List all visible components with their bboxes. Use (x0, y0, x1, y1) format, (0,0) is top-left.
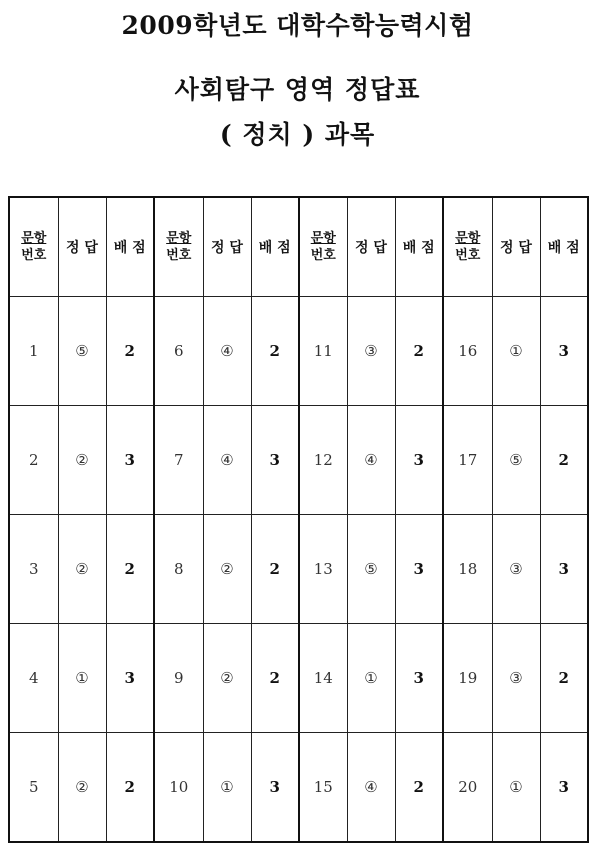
points-value: 2 (251, 624, 299, 733)
points-value: 3 (540, 297, 588, 406)
answer-value: ⑤ (492, 406, 540, 515)
points-value: 3 (395, 406, 443, 515)
exam-title: 2009학년도 대학수학능력시험 (121, 11, 474, 40)
table-header-row (9, 197, 588, 297)
question-number: 14 (299, 624, 347, 733)
header-question-number: 문항 번호 (299, 197, 347, 297)
answer-table (8, 196, 589, 843)
question-number: 9 (154, 624, 203, 733)
question-number: 10 (154, 733, 203, 843)
answer-value: ② (203, 624, 251, 733)
answer-value: ① (58, 624, 106, 733)
answer-value: ④ (203, 406, 251, 515)
points-value: 3 (251, 733, 299, 843)
answer-value: ③ (492, 515, 540, 624)
answer-value: ⑤ (347, 515, 395, 624)
answer-value: ③ (492, 624, 540, 733)
question-number: 1 (9, 297, 58, 406)
answer-value: ② (58, 406, 106, 515)
header-question-number: 문항 번호 (9, 197, 58, 297)
points-value: 2 (540, 624, 588, 733)
header-points: 배 점 (540, 197, 588, 297)
question-number: 3 (9, 515, 58, 624)
header-answer: 정 답 (203, 197, 251, 297)
points-value: 2 (106, 297, 154, 406)
answer-value: ③ (347, 297, 395, 406)
points-value: 3 (106, 406, 154, 515)
points-value: 2 (395, 733, 443, 843)
header-points: 배 점 (251, 197, 299, 297)
subject-title: ( 정치 ) 과목 (219, 120, 376, 149)
question-number: 7 (154, 406, 203, 515)
points-value: 2 (251, 515, 299, 624)
question-number: 11 (299, 297, 347, 406)
points-value: 3 (251, 406, 299, 515)
question-number: 6 (154, 297, 203, 406)
answer-value: ② (203, 515, 251, 624)
answer-value: ① (492, 733, 540, 843)
points-value: 2 (106, 733, 154, 843)
question-number: 8 (154, 515, 203, 624)
answer-value: ① (203, 733, 251, 843)
points-value: 2 (540, 406, 588, 515)
answer-value: ⑤ (58, 297, 106, 406)
header-answer: 정 답 (347, 197, 395, 297)
header-answer: 정 답 (492, 197, 540, 297)
question-number: 18 (443, 515, 492, 624)
table-row (9, 297, 588, 406)
points-value: 3 (395, 515, 443, 624)
points-value: 3 (540, 515, 588, 624)
answer-value: ② (58, 515, 106, 624)
answer-value: ④ (347, 733, 395, 843)
question-number: 19 (443, 624, 492, 733)
answer-value: ② (58, 733, 106, 843)
points-value: 2 (251, 297, 299, 406)
table-row (9, 733, 588, 843)
question-number: 20 (443, 733, 492, 843)
question-number: 2 (9, 406, 58, 515)
question-number: 15 (299, 733, 347, 843)
table-row (9, 624, 588, 733)
points-value: 3 (106, 624, 154, 733)
points-value: 2 (106, 515, 154, 624)
question-number: 12 (299, 406, 347, 515)
header-points: 배 점 (395, 197, 443, 297)
question-number: 13 (299, 515, 347, 624)
answer-sheet-title: 사회탐구 영역 정답표 (174, 75, 421, 104)
answer-value: ① (492, 297, 540, 406)
answer-value: ④ (347, 406, 395, 515)
table-row (9, 515, 588, 624)
answer-value: ④ (203, 297, 251, 406)
header-question-number: 문항 번호 (154, 197, 203, 297)
question-number: 4 (9, 624, 58, 733)
answer-value: ① (347, 624, 395, 733)
points-value: 2 (395, 297, 443, 406)
question-number: 17 (443, 406, 492, 515)
table-row (9, 406, 588, 515)
points-value: 3 (540, 733, 588, 843)
question-number: 5 (9, 733, 58, 843)
header-question-number: 문항 번호 (443, 197, 492, 297)
points-value: 3 (395, 624, 443, 733)
question-number: 16 (443, 297, 492, 406)
header-answer: 정 답 (58, 197, 106, 297)
header-points: 배 점 (106, 197, 154, 297)
